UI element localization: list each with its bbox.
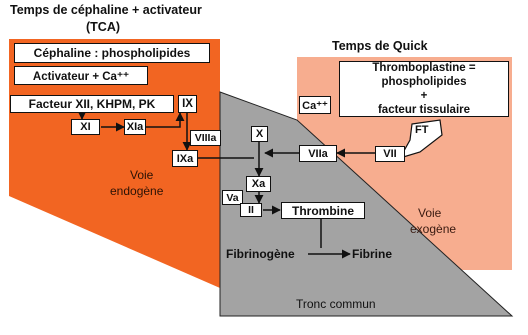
facteur-box: Facteur XII, KHPM, PK <box>10 95 174 113</box>
ii-box: II <box>240 203 262 217</box>
exogenous-label-2: exogène <box>410 222 457 236</box>
thrombo-line-4: facteur tissulaire <box>377 104 471 116</box>
xi-box: XI <box>71 119 100 135</box>
cephaline-box: Céphaline : phospholipides <box>14 43 210 63</box>
quick-title: Temps de Quick <box>332 39 428 53</box>
vii-box: VII <box>375 146 405 162</box>
va-box: Va <box>222 190 243 205</box>
thrombo-line-3: + <box>420 90 428 102</box>
thrombine-box: Thrombine <box>281 202 365 219</box>
thrombo-line-2: phospholipides <box>381 76 467 88</box>
activateur-box: Activateur + Ca⁺⁺ <box>14 66 148 85</box>
xia-box: XIa <box>124 119 146 135</box>
fibrine-label: Fibrine <box>352 247 393 261</box>
ft-label: FT <box>415 124 429 136</box>
thrombo-line-1: Thromboplastine = <box>372 62 476 74</box>
common-label: Tronc commun <box>296 297 376 311</box>
xa-box: Xa <box>246 176 271 192</box>
endogenous-title: Temps de céphaline + activateur <box>10 3 202 17</box>
x-box: X <box>251 126 268 142</box>
ix-box: IX <box>178 95 197 113</box>
ixa-box: IXa <box>172 150 198 167</box>
viia-box: VIIa <box>299 145 337 162</box>
fibrinogene-label: Fibrinogène <box>226 247 295 261</box>
endogenous-label-1: Voie <box>130 168 154 182</box>
viiia-box: VIIIa <box>190 130 221 146</box>
thromboplastine-box <box>339 61 509 117</box>
endogenous-label-2: endogène <box>110 184 164 198</box>
exogenous-label-1: Voie <box>418 206 442 220</box>
endogenous-title-abbr: (TCA) <box>86 20 121 34</box>
ca-box: Ca⁺⁺ <box>299 96 331 114</box>
